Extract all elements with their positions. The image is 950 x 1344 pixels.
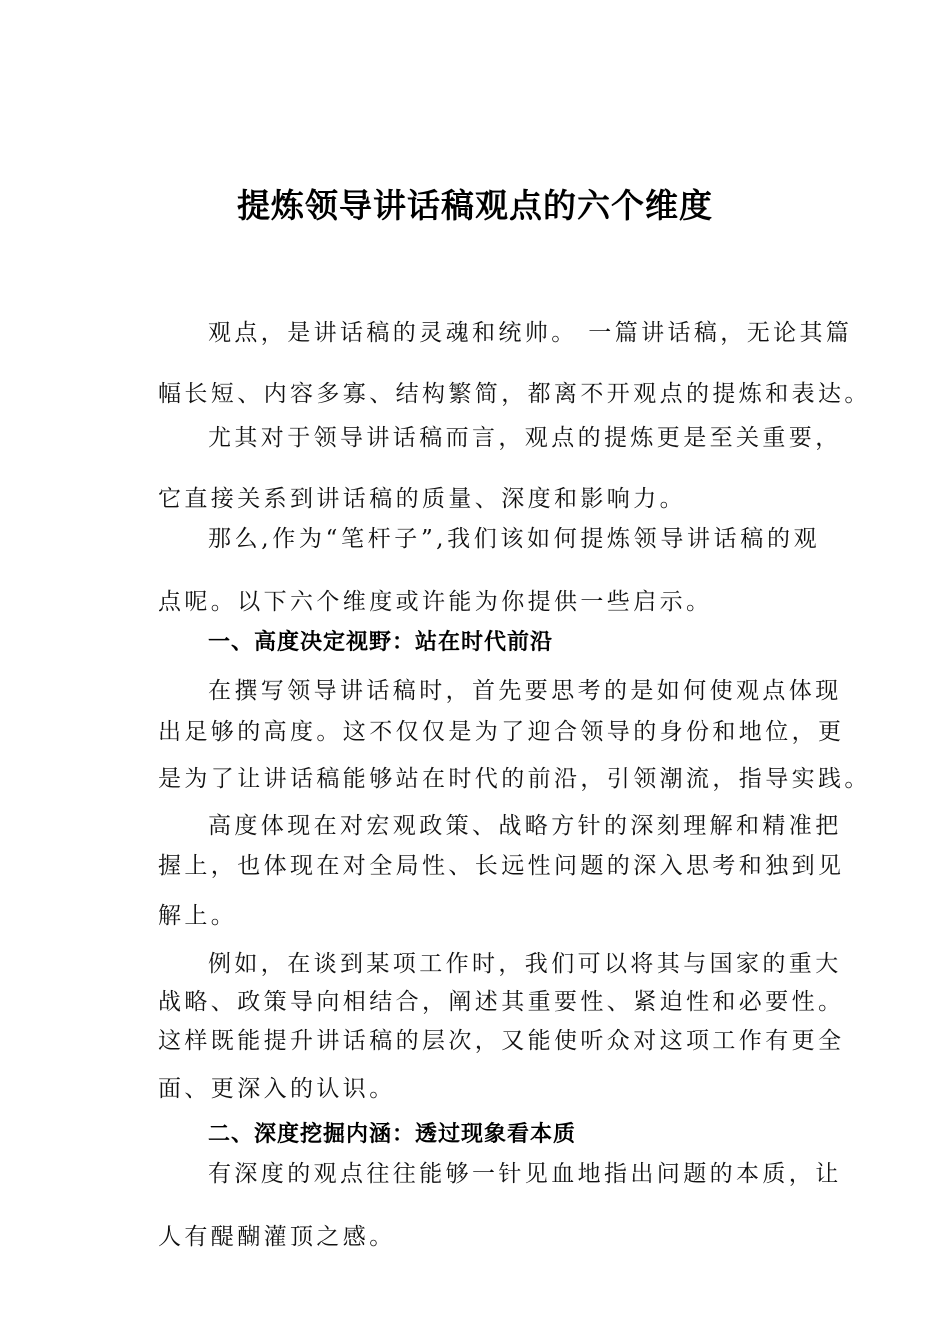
paragraph-line: 有深度的观点往往能够一针见血地指出问题的本质，让	[208, 1161, 842, 1187]
paragraph-line: 解上。	[158, 903, 238, 929]
paragraph-line: 握上，也体现在对全局性、长远性问题的深入思考和独到见	[158, 853, 845, 879]
document-title: 提炼领导讲话稿观点的六个维度	[237, 186, 713, 225]
paragraph-line: 那么,作为“笔杆子”,我们该如何提炼领导讲话稿的观	[208, 526, 820, 552]
paragraph-line: 出足够的高度。这不仅仅是为了迎合领导的身份和地位，更	[158, 719, 845, 745]
paragraph-line: 观点，是讲话稿的灵魂和统帅。 一篇讲话稿，无论其篇	[208, 320, 853, 346]
paragraph-line: 面、更深入的认识。	[158, 1076, 396, 1102]
paragraph-line: 幅长短、内容多寡、结构繁简，都离不开观点的提炼和表达。	[158, 381, 871, 407]
paragraph-line: 它直接关系到讲话稿的质量、深度和影响力。	[158, 486, 686, 512]
paragraph-line: 在撰写领导讲话稿时，首先要思考的是如何使观点体现	[208, 678, 842, 704]
paragraph-line: 这样既能提升讲话稿的层次，又能使听众对这项工作有更全	[158, 1028, 845, 1054]
paragraph-line: 战略、政策导向相结合，阐述其重要性、紧迫性和必要性。	[158, 989, 845, 1015]
paragraph-line: 高度体现在对宏观政策、战略方针的深刻理解和精准把	[208, 813, 842, 839]
paragraph-line: 尤其对于领导讲话稿而言，观点的提炼更是至关重要，	[208, 425, 842, 451]
paragraph-line: 点呢。以下六个维度或许能为你提供一些启示。	[158, 589, 713, 615]
paragraph-line: 是为了让讲话稿能够站在时代的前沿，引领潮流，指导实践。	[158, 766, 871, 792]
section-heading-2: 二、深度挖掘内涵：透过现象看本质	[208, 1122, 577, 1147]
paragraph-line: 例如，在谈到某项工作时，我们可以将其与国家的重大	[208, 951, 842, 977]
section-heading-1: 一、高度决定视野：站在时代前沿	[208, 630, 554, 655]
paragraph-line: 人有醍醐灌顶之感。	[158, 1224, 396, 1250]
